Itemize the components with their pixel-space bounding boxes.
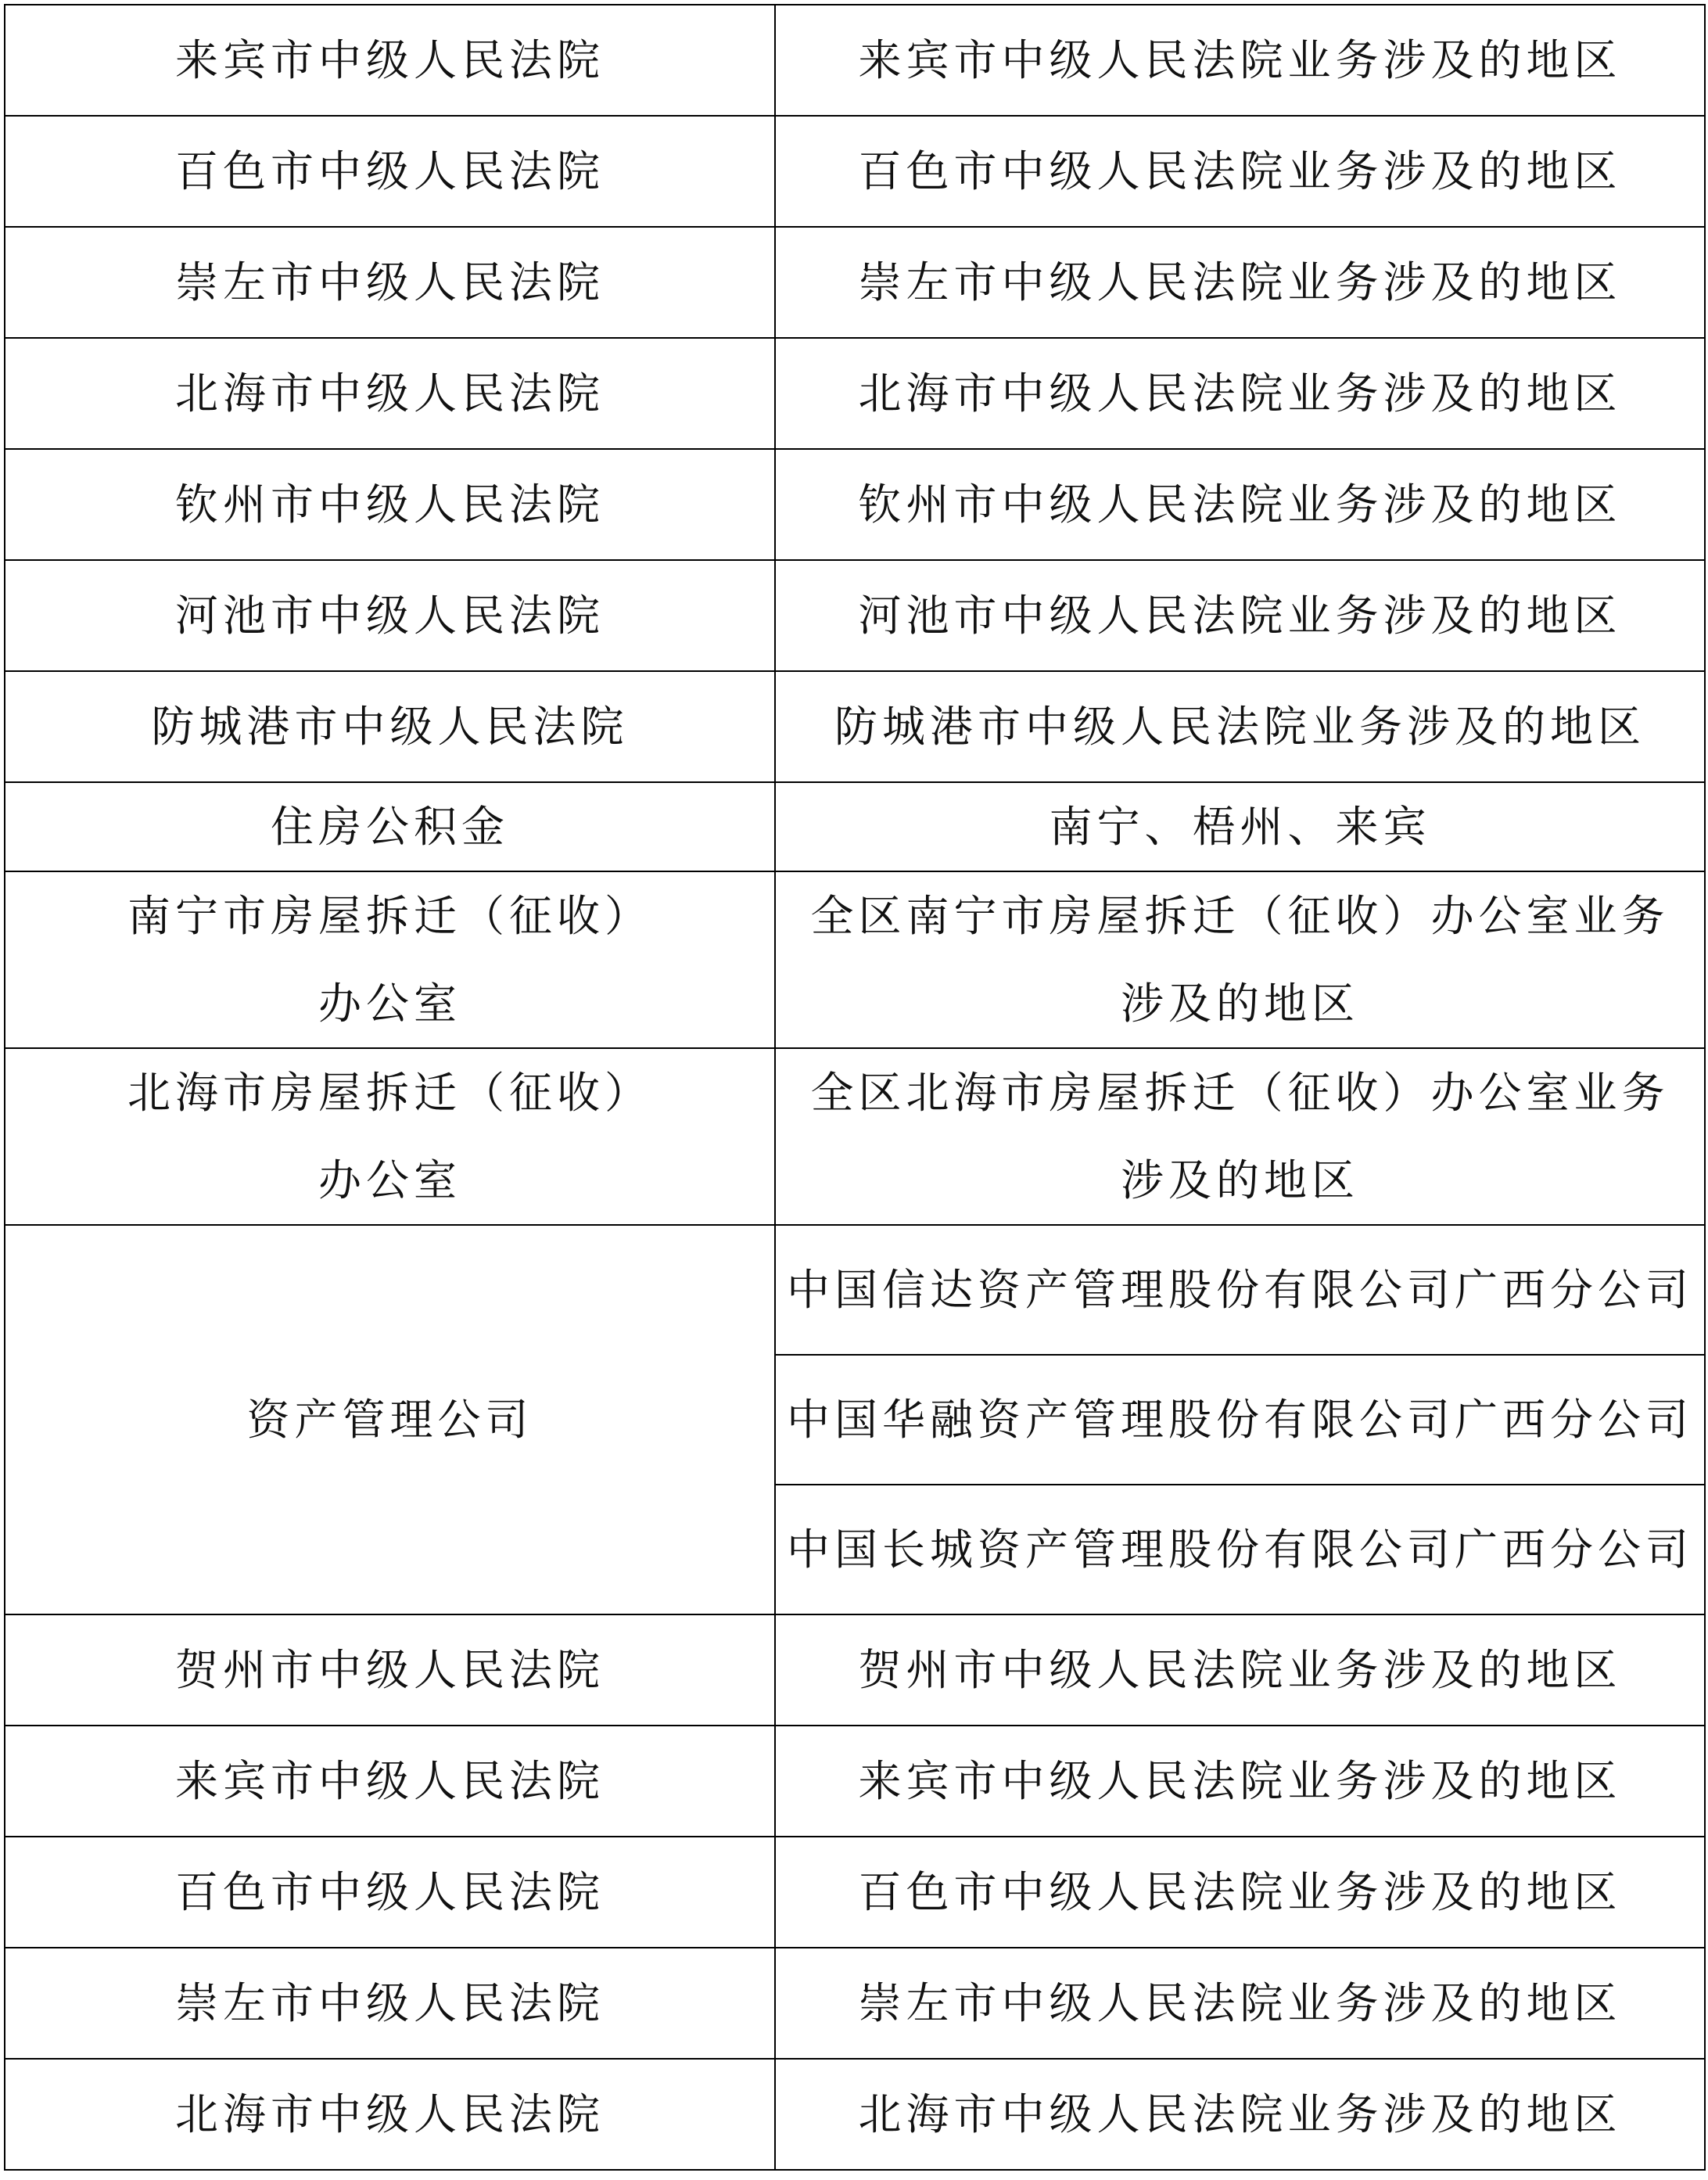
- table-row: [5, 449, 1705, 560]
- region-cell: 北海市中级人民法院业务涉及的地区: [775, 2059, 1705, 2170]
- institution-cell: 贺州市中级人民法院: [5, 1614, 775, 1726]
- institution-cell: 防城港市中级人民法院: [5, 671, 775, 782]
- table-row: [5, 871, 1705, 1048]
- institution-cell: 钦州市中级人民法院: [5, 449, 775, 560]
- table-row: [5, 1726, 1705, 1837]
- institution-cell: 河池市中级人民法院: [5, 560, 775, 671]
- region-cell: 河池市中级人民法院业务涉及的地区: [775, 560, 1705, 671]
- region-cell: 全区南宁市房屋拆迁（征收）办公室业务涉及的地区: [775, 871, 1705, 1048]
- company-cell: 中国长城资产管理股份有限公司广西分公司: [775, 1485, 1705, 1614]
- region-cell: 北海市中级人民法院业务涉及的地区: [775, 338, 1705, 449]
- table-row: [5, 782, 1705, 871]
- institution-cell: 北海市房屋拆迁（征收）办公室: [5, 1048, 775, 1225]
- region-cell: 来宾市中级人民法院业务涉及的地区: [775, 5, 1705, 116]
- institution-cell: 住房公积金: [5, 782, 775, 871]
- company-cell: 中国信达资产管理股份有限公司广西分公司: [775, 1225, 1705, 1355]
- asset-management-cell: 资产管理公司: [5, 1225, 775, 1614]
- company-cell: 中国华融资产管理股份有限公司广西分公司: [775, 1355, 1705, 1485]
- table-row: [5, 1048, 1705, 1225]
- region-cell: 来宾市中级人民法院业务涉及的地区: [775, 1726, 1705, 1837]
- region-cell: 钦州市中级人民法院业务涉及的地区: [775, 449, 1705, 560]
- institution-cell: 北海市中级人民法院: [5, 2059, 775, 2170]
- region-cell: 贺州市中级人民法院业务涉及的地区: [775, 1614, 1705, 1726]
- table-row: [5, 560, 1705, 671]
- institution-cell: 北海市中级人民法院: [5, 338, 775, 449]
- table-row: [5, 2059, 1705, 2170]
- region-cell: 崇左市中级人民法院业务涉及的地区: [775, 227, 1705, 338]
- table-row: [5, 116, 1705, 227]
- institution-cell: 崇左市中级人民法院: [5, 227, 775, 338]
- table-row: [5, 338, 1705, 449]
- institution-cell: 来宾市中级人民法院: [5, 5, 775, 116]
- region-cell: 南宁、梧州、来宾: [775, 782, 1705, 871]
- institution-region-table: [4, 4, 1706, 2171]
- table-row: [5, 5, 1705, 116]
- table-row: [5, 1225, 1705, 1355]
- region-cell: 百色市中级人民法院业务涉及的地区: [775, 116, 1705, 227]
- table-row: [5, 227, 1705, 338]
- institution-cell: 百色市中级人民法院: [5, 1837, 775, 1948]
- region-cell: 崇左市中级人民法院业务涉及的地区: [775, 1948, 1705, 2059]
- region-cell: 全区北海市房屋拆迁（征收）办公室业务涉及的地区: [775, 1048, 1705, 1225]
- institution-cell: 百色市中级人民法院: [5, 116, 775, 227]
- table-row: [5, 1614, 1705, 1726]
- institution-cell: 南宁市房屋拆迁（征收）办公室: [5, 871, 775, 1048]
- table-row: [5, 1948, 1705, 2059]
- institution-cell: 来宾市中级人民法院: [5, 1726, 775, 1837]
- table-row: [5, 671, 1705, 782]
- table-row: [5, 1837, 1705, 1948]
- region-cell: 百色市中级人民法院业务涉及的地区: [775, 1837, 1705, 1948]
- region-cell: 防城港市中级人民法院业务涉及的地区: [775, 671, 1705, 782]
- institution-cell: 崇左市中级人民法院: [5, 1948, 775, 2059]
